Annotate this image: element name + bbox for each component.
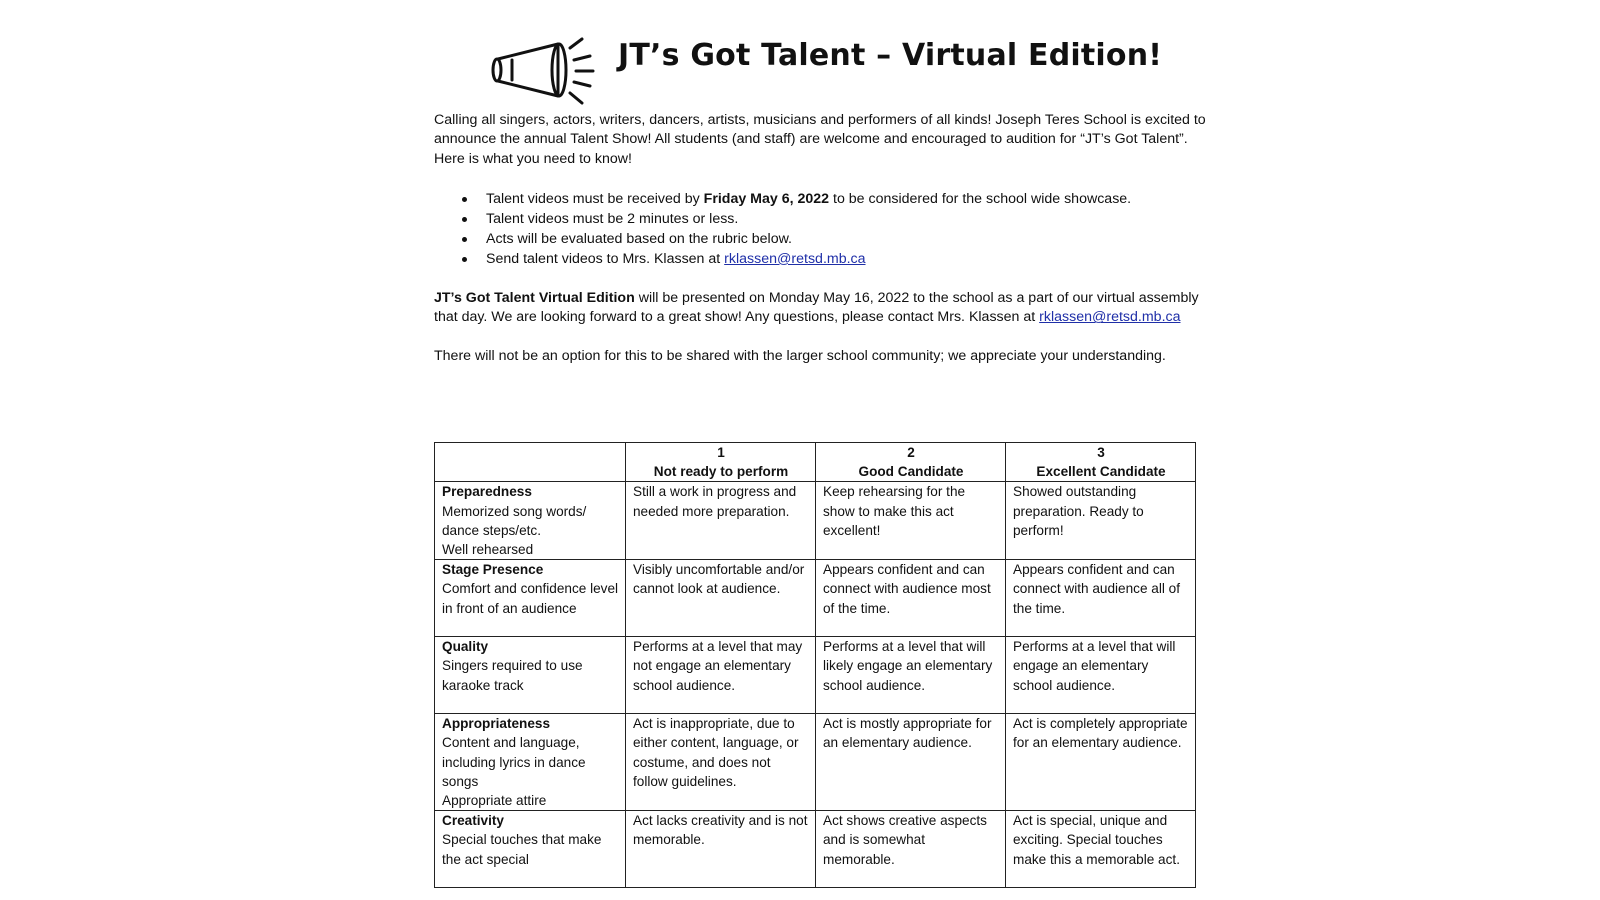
rubric-header-row <box>435 443 1196 482</box>
list-item: Talent videos must be 2 minutes or less. <box>460 209 1200 229</box>
rubric-cell: Act is inappropriate, due to either content, language, or costume, and does not follow guidelines. <box>626 714 816 811</box>
criterion-description: Singers required to use karaoke track <box>442 658 583 693</box>
table-row <box>435 637 1196 714</box>
list-item <box>460 249 1200 269</box>
intro-paragraph: Calling all singers, actors, writers, dancers, artists, musicians and performers of all kinds! Joseph Teres School is excited to announce the annual Talent Show! All students (and staff) are welcome and encouraged to audition for “JT’s Got Talent”. Here is what you need to know! <box>434 112 1206 167</box>
score-label: Not ready to perform <box>653 464 789 480</box>
rubric-cell: Act is special, unique and exciting. Special touches make this a memorable act. <box>1006 811 1196 888</box>
table-row <box>435 714 1196 811</box>
rubric-header-3 <box>1006 443 1196 482</box>
email-link[interactable]: rklassen@retsd.mb.ca <box>724 251 866 267</box>
rubric-cell: Appears confident and can connect with audience all of the time. <box>1006 560 1196 637</box>
criterion-description: Special touches that make the act special <box>442 832 602 867</box>
rubric-cell: Keep rehearsing for the show to make this act excellent! <box>816 482 1006 560</box>
show-name: JT’s Got Talent Virtual Edition <box>434 290 635 306</box>
requirements-list <box>460 189 1200 269</box>
table-row <box>435 560 1196 637</box>
rubric-cell: Act is mostly appropriate for an elementary audience. <box>816 714 1006 811</box>
header <box>490 30 1163 110</box>
score-label: Excellent Candidate <box>1036 464 1166 480</box>
rubric-cell: Performs at a level that may not engage an elementary school audience. <box>626 637 816 714</box>
criterion-description: Content and language, including lyrics in dance songs Appropriate attire <box>442 735 586 809</box>
presentation-paragraph <box>434 289 1214 328</box>
bullet-text: to be considered for the school wide showcase. <box>829 191 1132 207</box>
criterion-description: Memorized song words/ dance steps/etc. Well rehearsed <box>442 503 587 558</box>
criterion-cell <box>435 560 626 637</box>
contact-email-link[interactable]: rklassen@retsd.mb.ca <box>1039 309 1181 326</box>
rubric-table <box>434 442 1196 888</box>
rubric-cell: Performs at a level that will engage an elementary school audience. <box>1006 637 1196 714</box>
bullet-text: Send talent videos to Mrs. Klassen at <box>486 251 725 267</box>
score-label: Good Candidate <box>858 464 964 480</box>
list-item: Acts will be evaluated based on the rubric below. <box>460 229 1200 249</box>
rubric-cell: Visibly uncomfortable and/or cannot look at audience. <box>626 560 816 637</box>
rubric-cell: Still a work in progress and needed more preparation. <box>626 482 816 560</box>
list-item <box>460 189 1200 209</box>
rubric-cell: Performs at a level that will likely engage an elementary school audience. <box>816 637 1006 714</box>
criterion-name: Quality <box>442 639 489 655</box>
score-number: 3 <box>1097 445 1105 460</box>
rubric-cell: Act shows creative aspects and is somewhat memorable. <box>816 811 1006 888</box>
rubric-header-blank <box>435 443 626 482</box>
table-row <box>435 811 1196 888</box>
rubric-cell: Appears confident and can connect with audience most of the time. <box>816 560 1006 637</box>
criterion-cell <box>435 714 626 811</box>
rubric-cell: Act is completely appropriate for an elementary audience. <box>1006 714 1196 811</box>
megaphone-icon <box>490 30 610 110</box>
rubric-cell: Showed outstanding preparation. Ready to perform! <box>1006 482 1196 560</box>
criterion-name: Appropriateness <box>442 716 551 732</box>
note-paragraph: There will not be an option for this to be shared with the larger school community; we appreciate your understanding. <box>434 348 1166 364</box>
rubric-cell: Act lacks creativity and is not memorable. <box>626 811 816 888</box>
bullet-text: Talent videos must be received by <box>486 191 704 207</box>
criterion-name: Creativity <box>442 813 504 829</box>
page-title: JT’s Got Talent – Virtual Edition! <box>618 38 1163 73</box>
rubric-header-2 <box>816 443 1006 482</box>
criterion-name: Stage Presence <box>442 562 544 578</box>
criterion-description: Comfort and confidence level in front of an audience <box>442 581 619 616</box>
rubric-header-1 <box>626 443 816 482</box>
criterion-cell <box>435 482 626 560</box>
criterion-cell <box>435 811 626 888</box>
table-row <box>435 482 1196 560</box>
deadline-date: Friday May 6, 2022 <box>703 191 830 207</box>
presentation-text: will be presented on Monday May 16, 2022 to the school as a part of our virtual assembly that day. We are looking forward to a great show! Any questions, please contact Mrs. Klassen at <box>434 290 1199 326</box>
criterion-cell <box>435 637 626 714</box>
score-number: 1 <box>717 445 725 460</box>
score-number: 2 <box>907 445 915 460</box>
criterion-name: Preparedness <box>442 484 532 500</box>
